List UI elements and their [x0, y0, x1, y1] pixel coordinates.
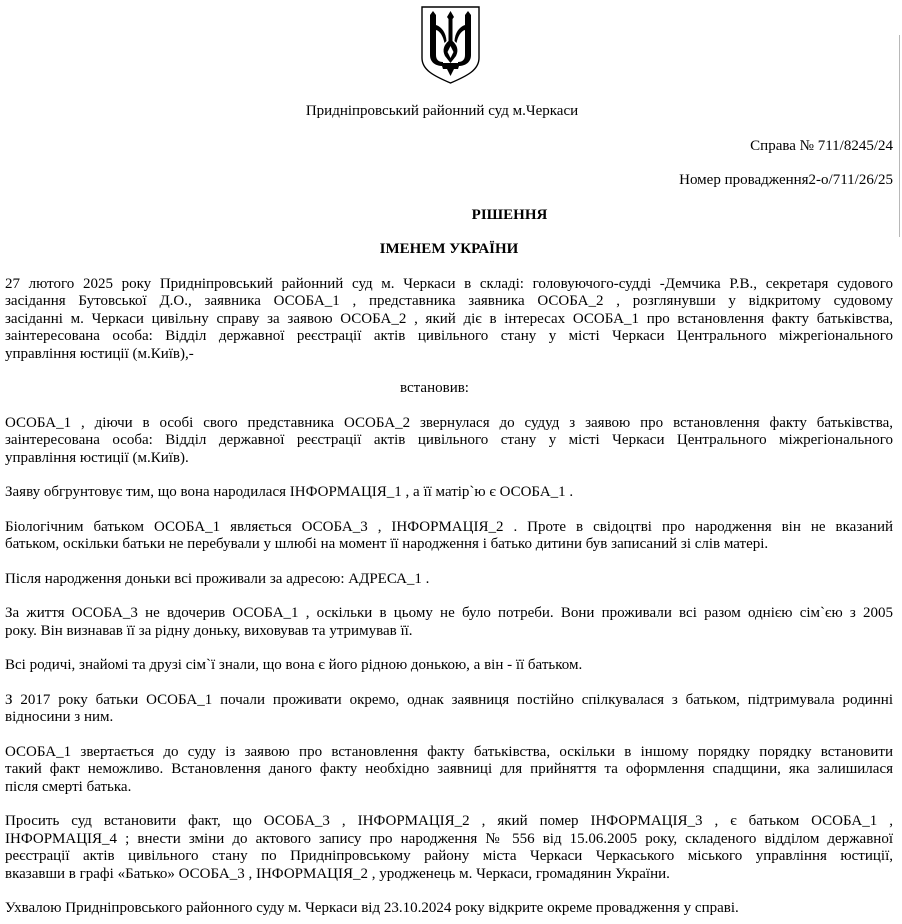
text-line: ІНФОРМАЦІЯ_4 ; внести зміни до актового запису про народження № 556 від 15.06.2005 року, складеного відділом державної [5, 830, 893, 847]
document-body [5, 103, 893, 918]
paragraph-biological-father [5, 519, 893, 554]
trident-emblem-icon [420, 5, 481, 85]
paragraph-family-life [5, 605, 893, 640]
text-line: реєстрації актів цивільного стану по Придніпровському району міста Черкаси Черкаського міського управління юстиції, [5, 848, 893, 864]
text-line: Всі родичі, знайомі та друзі сім`ї знали, що вона є його рідною донькою, а він - її батьком. [5, 657, 583, 673]
text-line: Біологічним батьком ОСОБА_1 являється ОСОБА_3 , ІНФОРМАЦІЯ_2 . Проте в свідоцтві про народження він не вказаний [5, 518, 893, 535]
text-line: вказавши в графі «Батько» ОСОБА_3 , ІНФОРМАЦІЯ_2 , уродженець м. Черкаси, громадянин України. [5, 865, 670, 882]
text-line: управління юстиції (м.Київ),- [5, 345, 194, 362]
text-line: З 2017 року батьки ОСОБА_1 почали проживати окремо, однак заявниця постійно спілкувалася з батьком, підтримувала родинні [5, 691, 893, 708]
paragraph-ruling [5, 900, 893, 918]
text-line: заінтересована особа: Відділ державної реєстрації актів цивільного стану у місті Черкаси Центрального міжрегіонального [5, 328, 893, 344]
court-name: Придніпровський районний суд м.Черкаси [305, 103, 579, 119]
paragraph-relatives [5, 657, 893, 675]
text-line: після смерті батька. [5, 778, 132, 795]
paragraph-request [5, 813, 893, 883]
paragraph-grounds [5, 484, 893, 502]
text-line: Після народження доньки всі проживали за адресою: АДРЕСА_1 . [5, 570, 430, 587]
coat-of-arms-icon [420, 5, 481, 85]
text-line: року. Він визнавав її за рідну доньку, виховував та утримував її. [5, 622, 413, 639]
text-line: ОСОБА_1 , діючи в особі свого представника ОСОБА_2 звернулася до судуд з заявою про встановлення факту батьківства, [5, 414, 893, 431]
text-line: За життя ОСОБА_3 не вдочерив ОСОБА_1 , оскільки в цьому не було потреби. Вони проживали всі разом однією сім`єю з 2005 [5, 605, 893, 621]
decision-title: РІШЕННЯ [471, 206, 548, 223]
proceeding-number: Номер провадження2-о/711/26/25 [679, 172, 893, 188]
text-line: управління юстиції (м.Київ). [5, 449, 189, 466]
text-line: Ухвалою Придніпровського районного суду м. Черкаси від 23.10.2024 року відкрите окреме провадження у справі. [5, 900, 739, 916]
paragraph-address [5, 571, 893, 589]
paragraph-separation [5, 692, 893, 727]
decision-subtitle: ІМЕНЕМ УКРАЇНИ [379, 241, 519, 257]
text-line: Просить суд встановити факт, що ОСОБА_3 , ІНФОРМАЦІЯ_2 , який помер ІНФОРМАЦІЯ_3 , є батьком ОСОБА_1 , [5, 813, 893, 829]
text-line: Заяву обгрунтовує тим, що вона народилася ІНФОРМАЦІЯ_1 , а її матір`ю є ОСОБА_1 . [5, 484, 574, 500]
case-number: Справа № 711/8245/24 [750, 137, 893, 154]
text-line: такий факт неможливо. Встановлення даного факту необхідно заявниці для прийняття та оформлення спадщини, яка залишилася [5, 761, 893, 777]
paragraph-application [5, 415, 893, 468]
text-line: відносини з ним. [5, 709, 114, 725]
intro-paragraph [5, 276, 893, 364]
text-line: засіданні м. Черкаси цивільну справу за заявою ОСОБА_2 , який діє в інтересах ОСОБА_1 про встановлення факту батьківства, [5, 310, 893, 327]
established-heading: встановив: [400, 380, 469, 396]
text-line: заінтересована особа: Відділ державної реєстрації актів цивільного стану у місті Черкаси Центрального міжрегіонального [5, 432, 893, 448]
text-line: ОСОБА_1 звертається до суду із заявою про встановлення факту батьківства, оскільки в іншому порядку порядку встановити [5, 743, 893, 760]
text-line: батьком, оскільки батьки не перебували у шлюбі на момент її народження і батько дитини був записаний зі слів матері. [5, 536, 769, 552]
text-line: засідання Бутовської Д.О., заявника ОСОБА_1 , представника заявника ОСОБА_2 , розглянувши у відкритому судовому [5, 293, 893, 309]
vertical-scrollbar[interactable] [899, 35, 900, 237]
paragraph-purpose [5, 744, 893, 797]
text-line: 27 лютого 2025 року Придніпровський районний суд м. Черкаси в складі: головуючого-судді -Демчика Р.В., секретаря судового [5, 275, 893, 292]
